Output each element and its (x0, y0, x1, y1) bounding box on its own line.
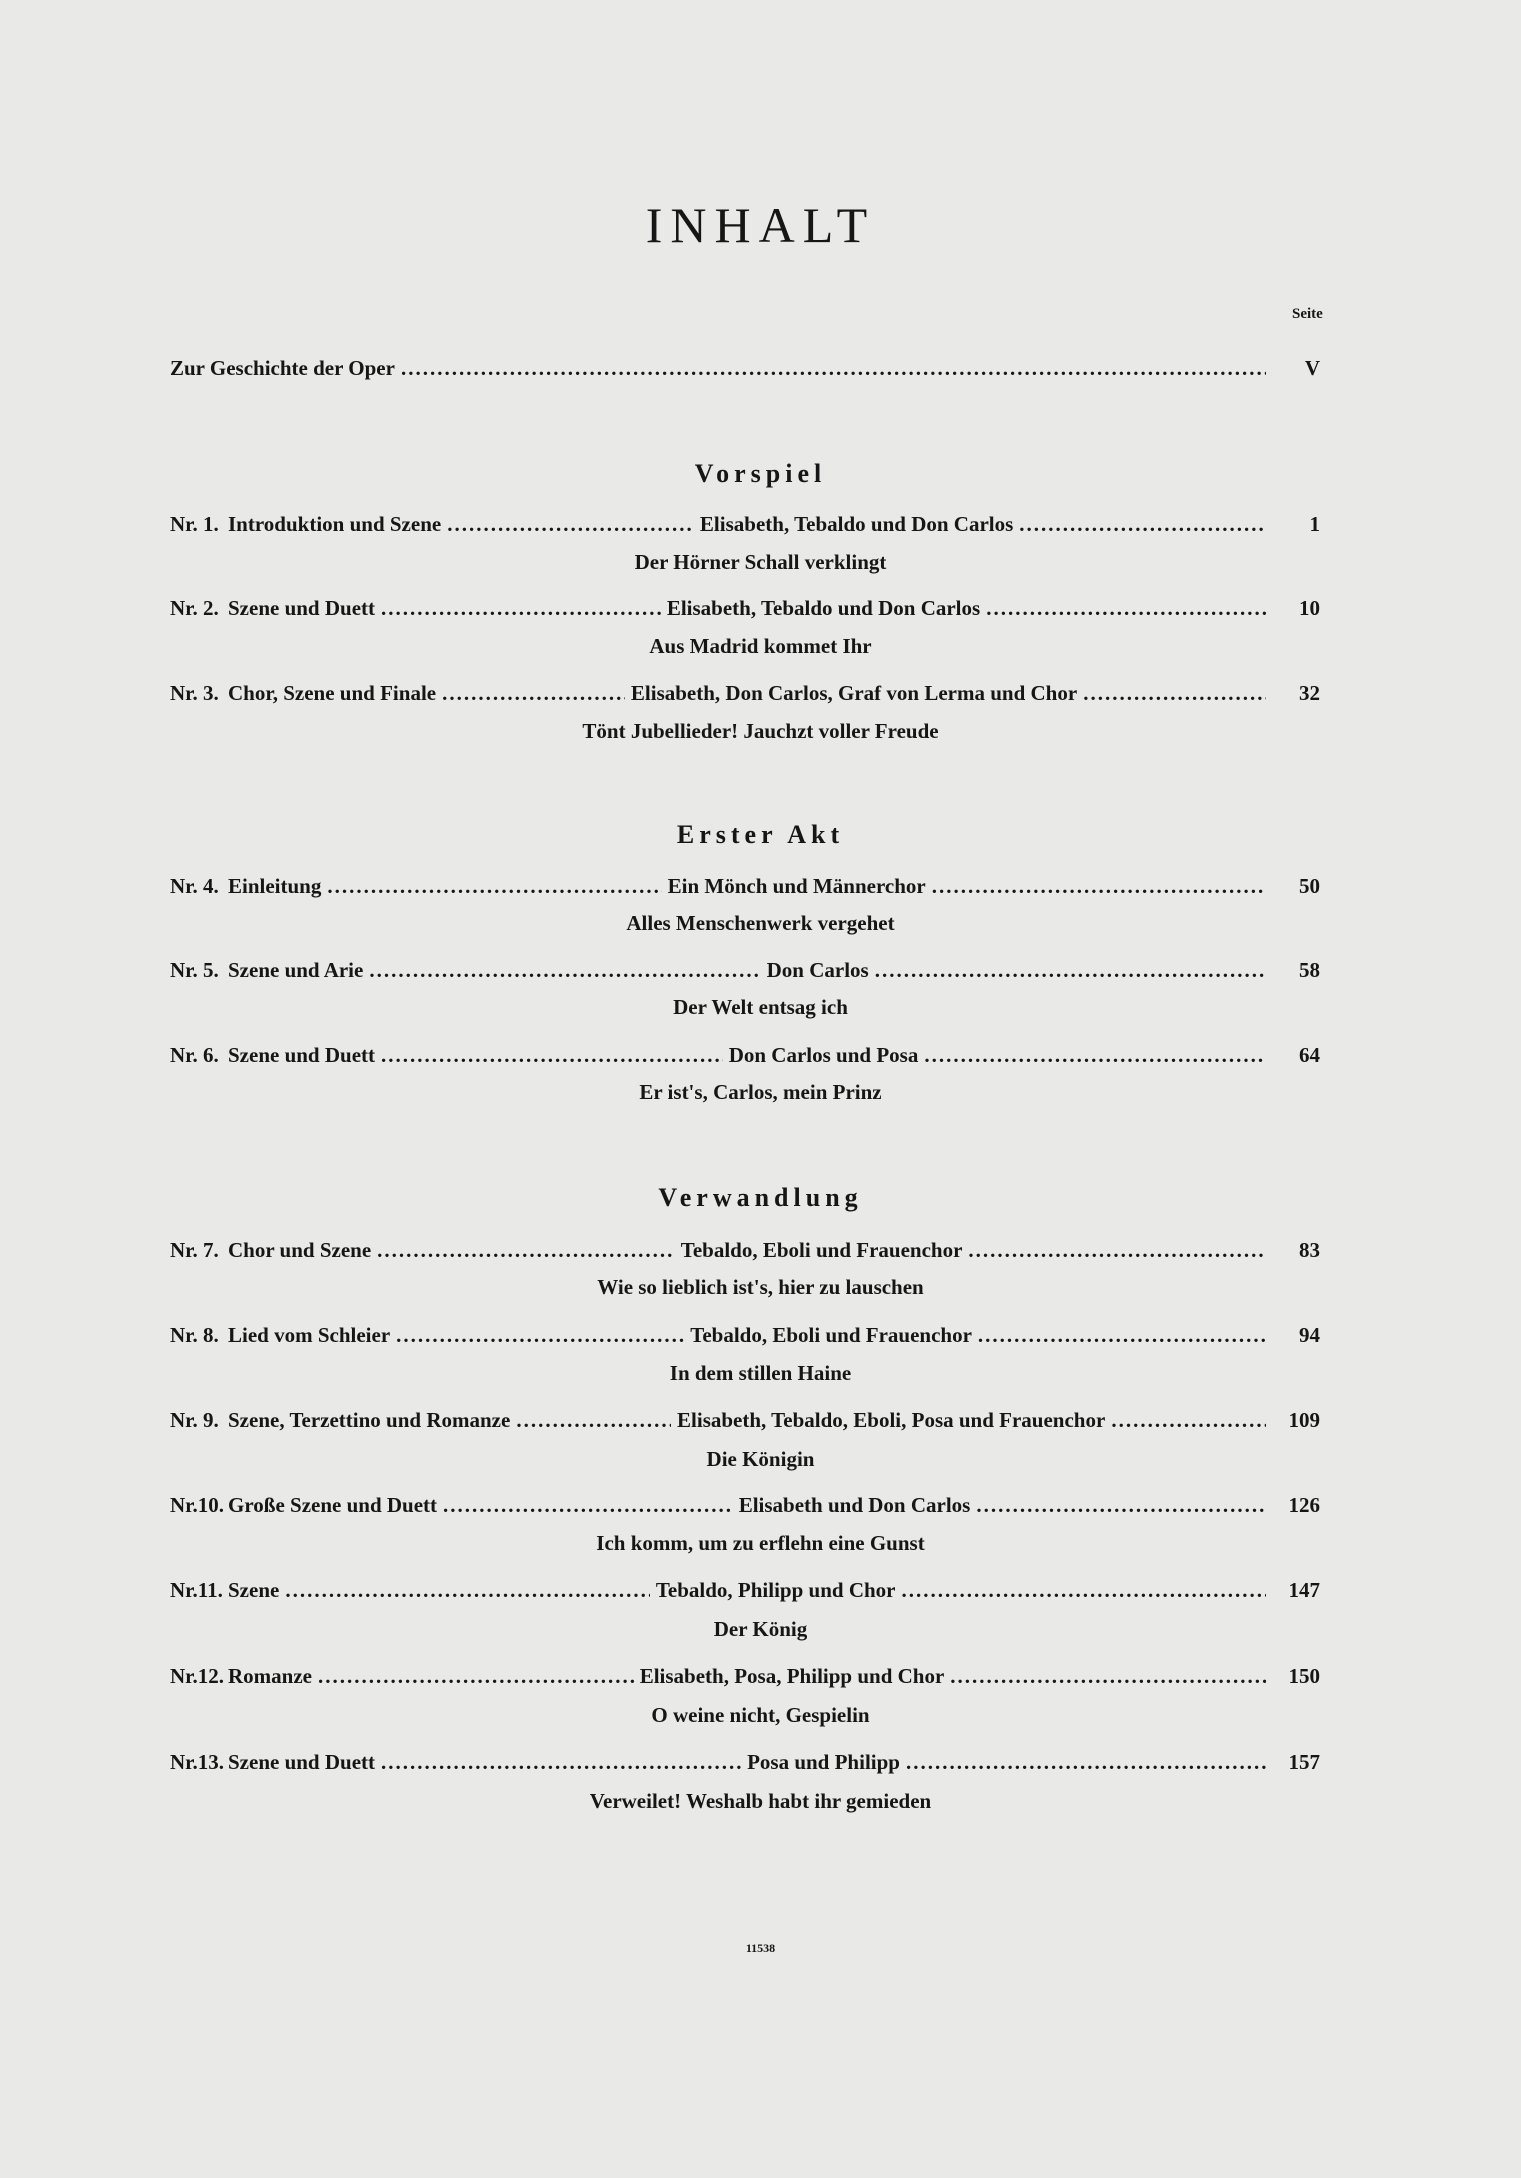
entry-number: Nr. 2. (170, 596, 219, 620)
toc-entry[interactable] (170, 1323, 1320, 1357)
entry-name: Chor, Szene und Finale (228, 681, 437, 705)
toc-entry[interactable] (170, 958, 1320, 992)
section-heading-vorspiel: Vorspiel (694, 459, 827, 488)
leader-dots (369, 958, 760, 983)
entry-name: Szene und Duett (228, 596, 376, 620)
leader-dots (442, 681, 625, 706)
toc-entry[interactable] (170, 1493, 1320, 1527)
entry-characters: Ein Mönch und Männerchor (667, 874, 926, 898)
entry-page: 147 (1288, 1578, 1320, 1602)
entry-characters: Elisabeth und Don Carlos (738, 1493, 971, 1517)
entry-page: 32 (1299, 681, 1320, 705)
entry-page: 50 (1299, 874, 1321, 898)
entry-incipit: Er ist's, Carlos, mein Prinz (639, 1080, 882, 1104)
entry-page: V (1304, 356, 1320, 380)
entry-name: Chor und Szene (228, 1238, 372, 1262)
entry-incipit: Alles Menschenwerk vergehet (626, 911, 895, 935)
section-heading-verwandlung: Verwandlung (658, 1183, 863, 1212)
entry-characters: Posa und Philipp (747, 1750, 900, 1774)
leader-dots (381, 596, 661, 621)
toc-entry[interactable] (170, 1750, 1320, 1784)
entry-incipit: Der Hörner Schall verklingt (634, 550, 887, 574)
leader-dots (924, 1043, 1266, 1068)
toc-entry[interactable] (170, 1238, 1320, 1272)
leader-dots (950, 1664, 1266, 1689)
leader-dots (1019, 512, 1266, 537)
entry-name: Einleitung (228, 874, 322, 898)
entry-page: 1 (1309, 512, 1320, 536)
entry-name: Szene (228, 1578, 280, 1602)
entry-incipit: Verweilet! Weshalb habt ihr gemieden (589, 1789, 932, 1813)
toc-entry[interactable] (170, 1408, 1320, 1442)
toc-entry[interactable] (170, 874, 1320, 908)
entry-number: Nr. 5. (170, 958, 219, 982)
entry-number: Nr.12. (170, 1664, 225, 1688)
leader-dots (381, 1043, 723, 1068)
entry-name: Szene und Duett (228, 1043, 376, 1067)
entry-incipit: Wie so lieblich ist's, hier zu lauschen (597, 1275, 924, 1299)
entry-name: Romanze (228, 1664, 312, 1688)
entry-characters: Tebaldo, Eboli und Frauenchor (680, 1238, 963, 1262)
leader-dots (875, 958, 1266, 983)
entry-characters: Elisabeth, Tebaldo und Don Carlos (666, 596, 981, 620)
entry-number: Nr. 8. (170, 1323, 219, 1347)
entry-page: 58 (1299, 958, 1320, 982)
leader-dots (401, 356, 1266, 381)
entry-incipit: Die Königin (706, 1447, 815, 1471)
leader-dots (443, 1493, 733, 1518)
entry-number: Nr.11. (170, 1578, 223, 1602)
entry-characters: Elisabeth, Tebaldo und Don Carlos (699, 512, 1014, 536)
entry-number: Nr. 9. (170, 1408, 219, 1432)
toc-entry[interactable] (170, 1664, 1320, 1698)
entry-characters: Tebaldo, Philipp und Chor (655, 1578, 896, 1602)
entry-number: Nr. 7. (170, 1238, 219, 1262)
entry-characters: Don Carlos (766, 958, 869, 982)
toc-entry[interactable] (170, 512, 1320, 546)
entry-page: 64 (1299, 1043, 1320, 1067)
toc-entry[interactable] (170, 1578, 1320, 1612)
entry-incipit: Der Welt entsag ich (673, 995, 848, 1019)
entry-name: Große Szene und Duett (228, 1493, 438, 1517)
leader-dots (377, 1238, 675, 1263)
entry-page: 157 (1288, 1750, 1321, 1774)
entry-name: Szene, Terzettino und Romanze (228, 1408, 511, 1432)
leader-dots (381, 1750, 741, 1775)
page-title: INHALT (645, 197, 876, 253)
entry-incipit: In dem stillen Haine (669, 1361, 852, 1385)
entry-characters: Elisabeth, Posa, Philipp und Chor (639, 1664, 945, 1688)
toc-entry[interactable] (170, 681, 1320, 715)
entry-page: 109 (1288, 1408, 1321, 1432)
toc-entry[interactable] (170, 596, 1320, 630)
leader-dots (318, 1664, 634, 1689)
leader-dots (932, 874, 1266, 899)
leader-dots (447, 512, 694, 537)
entry-number: Nr. 3. (170, 681, 219, 705)
leader-dots (327, 874, 661, 899)
entry-characters: Don Carlos und Posa (728, 1043, 919, 1067)
entry-incipit: O weine nicht, Gespielin (651, 1703, 870, 1727)
leader-dots (1111, 1408, 1266, 1433)
entry-name: Zur Geschichte der Oper (170, 356, 395, 380)
leader-dots (978, 1323, 1266, 1348)
entry-incipit: Aus Madrid kommet Ihr (649, 634, 872, 658)
entry-page: 83 (1299, 1238, 1321, 1262)
leader-dots (285, 1578, 650, 1603)
toc-entry-preface[interactable] (170, 356, 1320, 390)
entry-incipit: Ich komm, um zu erflehn eine Gunst (596, 1531, 925, 1555)
leader-dots (516, 1408, 671, 1433)
leader-dots (906, 1750, 1266, 1775)
entry-characters: Tebaldo, Eboli und Frauenchor (690, 1323, 972, 1347)
leader-dots (902, 1578, 1267, 1603)
page-column-label: Seite (1292, 306, 1323, 322)
toc-entry[interactable] (170, 1043, 1320, 1077)
leader-dots (396, 1323, 684, 1348)
leader-dots (986, 596, 1266, 621)
entry-page: 150 (1288, 1664, 1321, 1688)
entry-number: Nr. 4. (170, 874, 219, 898)
entry-name: Szene und Arie (228, 958, 364, 982)
entry-number: Nr. 6. (170, 1043, 219, 1067)
entry-name: Lied vom Schleier (228, 1323, 391, 1347)
entry-number: Nr.10. (170, 1493, 225, 1517)
entry-number: Nr. 1. (170, 512, 219, 536)
section-heading-erster-akt: Erster Akt (676, 820, 845, 849)
leader-dots (968, 1238, 1266, 1263)
entry-page: 126 (1288, 1493, 1321, 1517)
entry-name: Szene und Duett (228, 1750, 376, 1774)
entry-page: 94 (1299, 1323, 1321, 1347)
entry-name: Introduktion und Szene (228, 512, 442, 536)
plate-number: 11538 (745, 1941, 776, 1955)
entry-page: 10 (1299, 596, 1320, 620)
leader-dots (1083, 681, 1266, 706)
entry-characters: Elisabeth, Tebaldo, Eboli, Posa und Frauenchor (677, 1408, 1106, 1432)
entry-characters: Elisabeth, Don Carlos, Graf von Lerma und Chor (630, 681, 1078, 705)
entry-incipit: Tönt Jubellieder! Jauchzt voller Freude (582, 719, 939, 743)
leader-dots (976, 1493, 1266, 1518)
entry-incipit: Der König (713, 1617, 808, 1641)
entry-number: Nr.13. (170, 1750, 225, 1774)
